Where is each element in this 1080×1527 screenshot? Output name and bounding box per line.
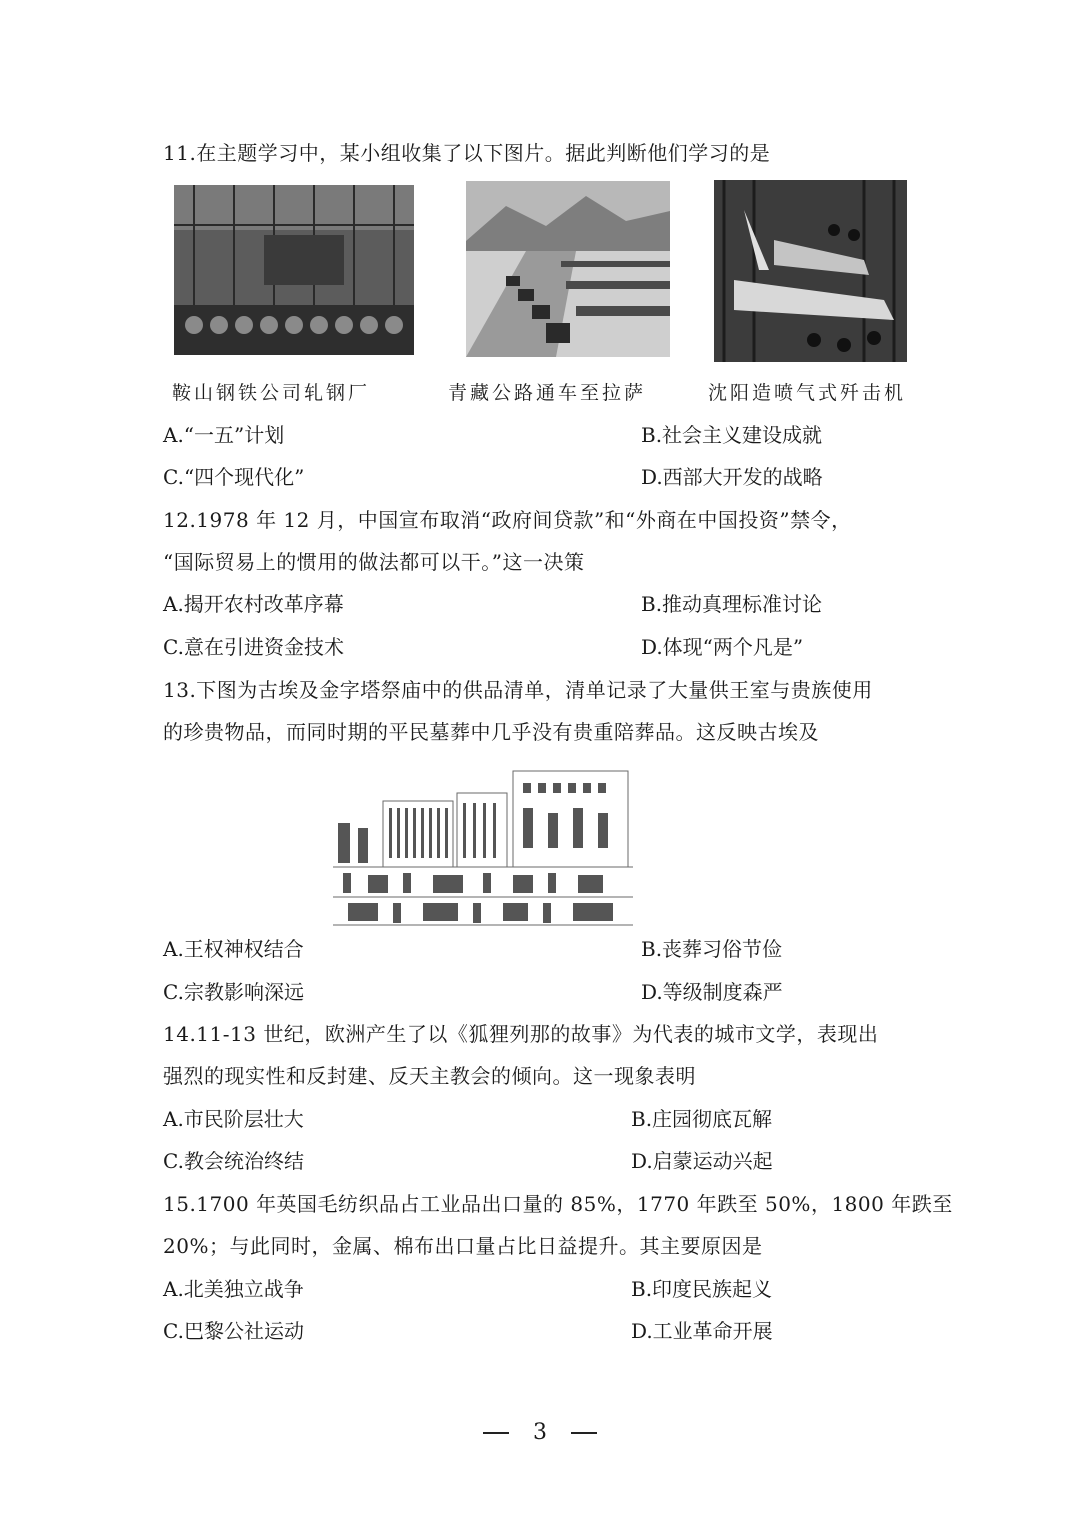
q12-option-c: C.意在引进资金技术	[163, 635, 344, 659]
q12-stem-line-1: 12.1978 年 12 月，中国宣布取消“政府间贷款”和“外商在中国投资”禁令，	[163, 508, 852, 532]
q15-stem-line-2: 20%；与此同时，金属、棉布出口量占比日益提升。其主要原因是	[163, 1234, 763, 1258]
q13-option-b: B.丧葬习俗节俭	[641, 937, 783, 961]
q13-stem-line-2: 的珍贵物品，而同时期的平民墓葬中几乎没有贵重陪葬品。这反映古埃及	[163, 720, 819, 744]
q12-option-a: A.揭开农村改革序幕	[163, 592, 344, 616]
q13-option-d: D.等级制度森严	[641, 980, 783, 1004]
q14-stem-line-2: 强烈的现实性和反封建、反天主教会的倾向。这一现象表明	[163, 1064, 696, 1088]
q12-option-d: D.体现“两个凡是”	[641, 635, 804, 659]
q13-option-a: A.王权神权结合	[163, 937, 304, 961]
highway-convoy-photo	[466, 181, 670, 357]
q13-stem-line-1: 13.下图为古埃及金字塔祭庙中的供品清单，清单记录了大量供王室与贵族使用	[163, 678, 873, 702]
q15-option-d: D.工业革命开展	[631, 1319, 773, 1343]
q13-option-c: C.宗教影响深远	[163, 980, 304, 1004]
jet-factory-photo	[714, 180, 907, 362]
q15-option-b: B.印度民族起义	[631, 1277, 773, 1301]
q11-option-d: D.西部大开发的战略	[641, 465, 823, 489]
q11-option-c: C.“四个现代化”	[163, 465, 305, 489]
footer-dash-right	[571, 1432, 597, 1434]
q14-option-c: C.教会统治终结	[163, 1149, 304, 1173]
q15-stem-line-1: 15.1700 年英国毛纺织品占工业品出口量的 85%，1770 年跌至 50%，1800 年跌至	[163, 1192, 953, 1216]
footer-dash-left	[483, 1432, 509, 1434]
q11-stem: 11.在主题学习中，某小组收集了以下图片。据此判断他们学习的是	[163, 141, 771, 165]
q14-option-d: D.启蒙运动兴起	[631, 1149, 773, 1173]
q14-option-b: B.庄园彻底瓦解	[631, 1107, 773, 1131]
photo-caption-2: 青藏公路通车至拉萨	[448, 382, 647, 404]
q11-option-a: A.“一五”计划	[163, 423, 285, 447]
photo-caption-1: 鞍山钢铁公司轧钢厂	[172, 382, 371, 404]
photo-caption-3: 沈阳造喷气式歼击机	[708, 382, 907, 404]
q12-stem-line-2: “国际贸易上的惯用的做法都可以干。”这一决策	[163, 550, 585, 574]
q15-option-a: A.北美独立战争	[163, 1277, 304, 1301]
steel-mill-photo	[174, 185, 414, 355]
q14-option-a: A.市民阶层壮大	[163, 1107, 304, 1131]
q14-stem-line-1: 14.11-13 世纪，欧洲产生了以《狐狸列那的故事》为代表的城市文学，表现出	[163, 1022, 879, 1046]
page-footer	[0, 1420, 1080, 1445]
q11-option-b: B.社会主义建设成就	[641, 423, 823, 447]
page-number: 3	[533, 1420, 547, 1445]
egyptian-offering-list-illustration	[333, 763, 633, 927]
q15-option-c: C.巴黎公社运动	[163, 1319, 304, 1343]
q12-option-b: B.推动真理标准讨论	[641, 592, 823, 616]
